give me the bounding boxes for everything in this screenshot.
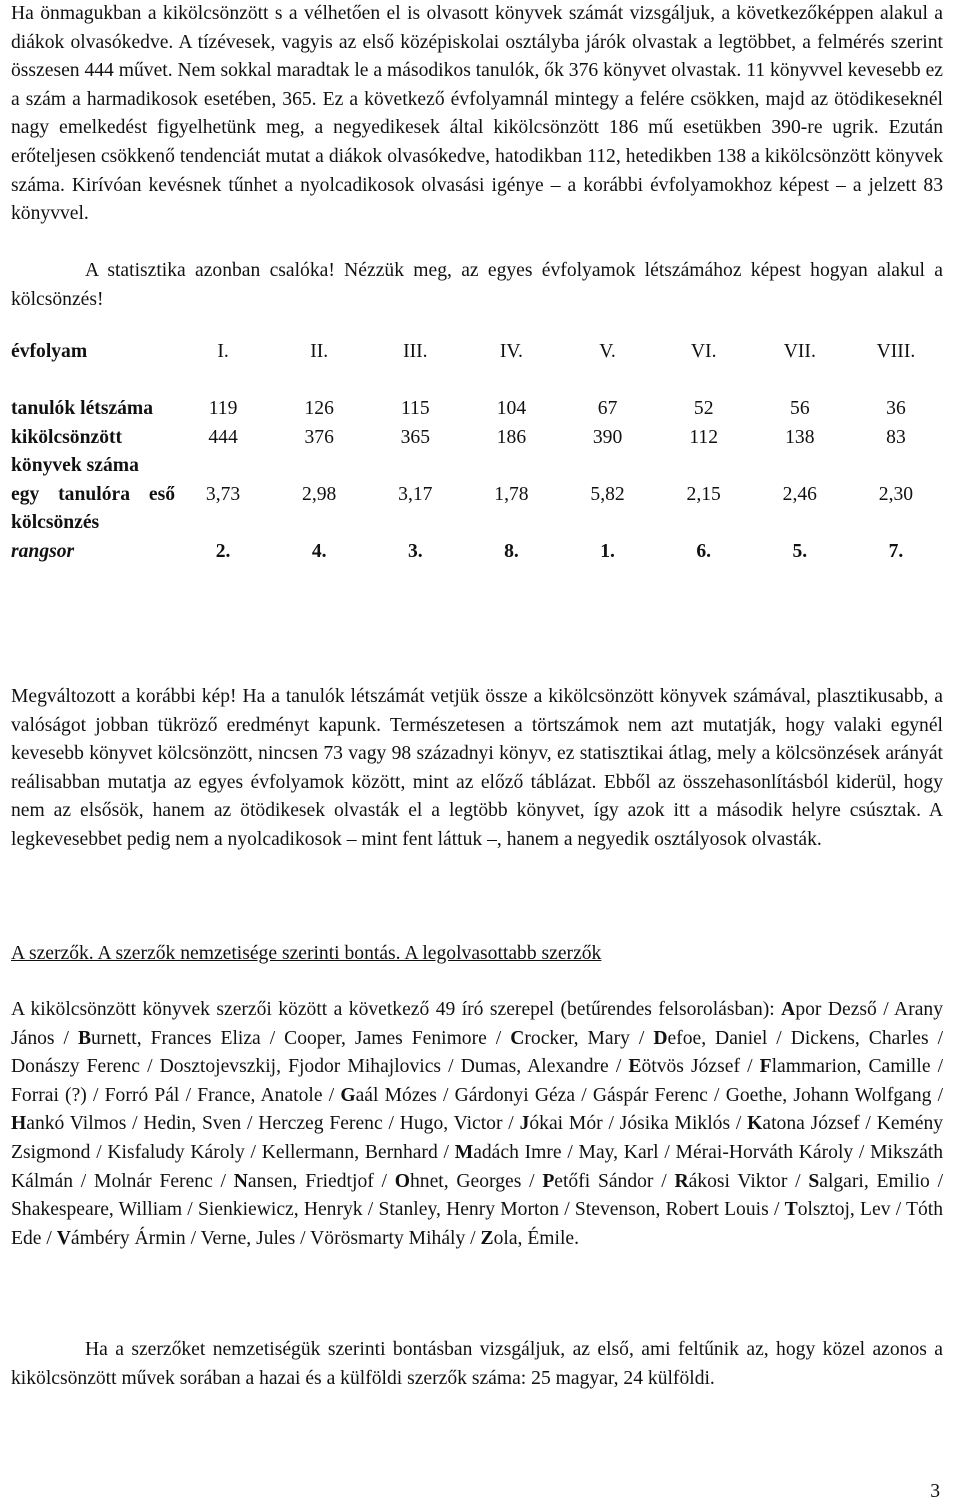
author-name: Tolsztoj, Lev [784, 1199, 891, 1221]
author-name: Tóth Ede [11, 1199, 944, 1249]
author-name: May, Karl [578, 1141, 659, 1163]
grade-cell: III. [403, 341, 428, 362]
table-cell: 138 [785, 426, 815, 448]
author-name: Donászy Ferenc [11, 1056, 140, 1078]
author-name: Burnett, Frances Eliza [77, 1027, 261, 1049]
table-cell: 119 [208, 398, 238, 419]
author-name: Hankó Vilmos [11, 1113, 127, 1135]
authors-paragraph [11, 996, 943, 1253]
author-name: Herczeg Ferenc [258, 1113, 383, 1135]
grade-cell: V. [599, 341, 616, 362]
table-cell: 67 [597, 398, 618, 419]
author-name: Kellermann, Bernhard [261, 1141, 438, 1163]
table-cell: 115 [400, 398, 430, 419]
author-name: Gáspár Ferenc [592, 1084, 708, 1106]
table-row [11, 395, 944, 424]
reading-statistics-table [11, 338, 944, 567]
author-name: Kemény Zsigmond [11, 1113, 944, 1163]
author-name: Shakespeare, William [11, 1199, 183, 1221]
table-cell: 3,17 [398, 483, 433, 505]
author-name: Zola, Émile. [480, 1227, 580, 1249]
table-cell: 112 [689, 426, 719, 448]
author-name: Forró Pál [104, 1084, 180, 1106]
author-name: Dosztojevszkij, Fjodor Mihajlovics [159, 1056, 442, 1078]
author-name: Stevenson, Robert Louis [574, 1199, 769, 1221]
author-name: Vörösmarty Mihály [310, 1227, 466, 1249]
author-name: Eötvös József [628, 1056, 740, 1078]
nationality-paragraph: Ha a szerzőket nemzetiségük szerinti bontásban vizsgáljuk, az első, ami feltűnik az, hogy közel azonos a kikölcsönzött művek sorában a hazai és a külföldi szerzők száma: 25 magyar, 24 külföldi. [11, 1339, 943, 1389]
table-cell: 126 [304, 398, 334, 419]
author-name: Apor Dezső [781, 999, 877, 1020]
table-cell: 3,73 [205, 483, 241, 505]
table-cell: 5,82 [590, 483, 625, 505]
author-name: Kisfaludy Károly [107, 1141, 245, 1163]
table-cell: 186 [496, 426, 527, 448]
author-name: Vámbéry Ármin [56, 1227, 186, 1249]
author-name: Rákosi Viktor [674, 1170, 788, 1192]
author-name: Arany János [11, 999, 944, 1049]
author-name: France, Anatole [197, 1084, 323, 1106]
author-name: Flammarion, Camille [759, 1056, 931, 1078]
grade-cell: I. [217, 341, 229, 362]
grade-cell: II. [310, 341, 329, 362]
table-row [11, 424, 944, 481]
author-name: Dickens, Charles [790, 1027, 929, 1049]
statistics-paragraph: A statisztika azonban csalóka! Nézzük meg, az egyes évfolyamok létszámához képest hogyan alakul a kölcsönzés! [11, 260, 943, 310]
analysis-paragraph: Megváltozott a korábbi kép! Ha a tanulók létszámát vetjük össze a kikölcsönzött könyvek számával, plasztikusabb, a valóságot jobban tükröző eredményt kapunk. Természetesen a törtszámok nem azt mutatják, hogy valaki egynél kevesebb könyvet kölcsönzött, nincsen 73 vagy 98 századnyi könyv, ez statisztikai átlag, mely a kölcsönzések arányát reálisabban mutatja az egyes évfolyamok között, mint az előző táblázat. Ebből az összehasonlításból kiderül, hogy nem az elsősök, hanem az ötödikesek olvasták el a legtöbb könyvet, így azok itt a második helyre csúsztak. A legkevesebbet pedig nem a nyolcadikosok – mint fent láttuk –, hanem a negyedik osztályosok olvasták. [11, 686, 943, 850]
table-cell: 2,46 [782, 483, 817, 505]
author-name: Crocker, Mary [510, 1027, 630, 1049]
author-name: Jókai Mór [519, 1113, 603, 1135]
grade-cell: VI. [690, 341, 717, 362]
table-header-row [11, 338, 944, 395]
section-heading: A szerzők. A szerzők nemzetisége szerinti bontás. A legolvasottabb szerzők [11, 943, 602, 964]
rank-cell: 5. [792, 540, 808, 562]
table-cell: 376 [304, 426, 334, 448]
table-cell: 52 [693, 398, 714, 419]
rank-cell: 1. [600, 540, 615, 562]
author-name: Dumas, Alexandre [460, 1056, 609, 1078]
rank-row [11, 538, 944, 567]
table-cell: 1,78 [494, 483, 529, 505]
author-name: Defoe, Daniel [653, 1027, 768, 1049]
author-name: Gaál Mózes [340, 1084, 437, 1106]
author-list: Apor Dezső / Arany János / Burnett, Frances Eliza / Cooper, James Fenimore / Crocker, Mary / Defoe, Daniel / Dickens, Charles / Donászy Ferenc / Dosztojevszkij, Fjodor Mihajlovics / Dumas, Alexandre / Eötvös József / Flammarion, Camille / Forrai (?) / Forró Pál / France, Anatole / Gaál Mózes / Gárdonyi Géza / Gáspár Ferenc / Goethe, Johann Wolfgang / Hankó Vilmos / Hedin, Sven / Herczeg Ferenc / Hugo, Victor / Jókai Mór / Jósika Miklós / Katona József / Kemény Zsigmond / Kisfaludy Károly / Kellermann, Bernhard / Madách Imre / May, Karl / Mérai-Horváth Károly / Mikszáth Kálmán / Molnár Ferenc / Nansen, Friedtjof / Ohnet, Georges / Petőfi Sándor / Rákosi Viktor / Salgari, Emilio / Shakespeare, William / Sienkiewicz, Henryk / Stanley, Henry Morton / Stevenson, Robert Louis / Tolsztoj, Lev / Tóth Ede / Vámbéry Ármin / Verne, Jules / Vörösmarty Mihály / Zola, Émile. [11, 999, 944, 1249]
intro-paragraph: Ha önmagukban a kikölcsönzött s a vélhetően el is olvasott könyvek számát vizsgáljuk, a következőképpen alakul a diákok olvasókedve. A tízévesek, vagyis az első középiskolai osztályba járók olvastak a legtöbbet, a felmérés szerint összesen 444 művet. Nem sokkal maradtak le a másodikos tanulók, ők 376 könyvet olvastak. 11 könyvvel kevesebb ez a szám a harmadikosok esetében, 365. Ez a következő évfolyamnál mintegy a felére csökken, majd az ötödikeseknél nagy emelkedést figyelhetünk meg, a negyedikesek által kikölcsönzött 186 mű esetükben 390-re ugrik. Ezután erőteljesen csökkenő tendenciát mutat a diákok olvasókedve, hatodikban 112, hetedikben 138 a kikölcsönzött könyvek száma. Kirívóan kevésnek tűnhet a nyolcadikosok olvasási igénye – a korábbi évfolyamokhoz képest – a jelzett 83 könyvvel. [11, 3, 943, 225]
author-name: Salgari, Emilio [808, 1170, 930, 1192]
table-cell: 104 [496, 398, 527, 419]
author-name: Sienkiewicz, Henryk [197, 1199, 363, 1221]
table-cell: 56 [790, 398, 810, 419]
author-name: Katona József [747, 1113, 860, 1135]
header-label: évfolyam [11, 341, 88, 362]
table-cell: 2,30 [878, 483, 914, 505]
author-name: Mikszáth Kálmán [11, 1141, 944, 1192]
author-name: Hugo, Victor [399, 1113, 503, 1135]
rank-cell: 6. [696, 540, 712, 562]
table-cell: 390 [592, 426, 623, 448]
table-row [11, 481, 944, 538]
author-name: Cooper, James Fenimore [284, 1027, 487, 1049]
table-cell: 2,98 [302, 483, 337, 505]
author-name: Nansen, Friedtjof [233, 1170, 374, 1192]
author-name: Gárdonyi Géza [454, 1084, 576, 1106]
authors-intro: A kikölcsönzött könyvek szerzői között a következő 49 író szerepel (betűrendes felsorolásban): [11, 999, 775, 1020]
row-label: tanulók létszáma [11, 398, 154, 419]
grade-cell: IV. [499, 341, 523, 362]
author-name: Goethe, Johann Wolfgang [725, 1084, 932, 1106]
table-cell: 444 [208, 426, 238, 448]
author-name: Ohnet, Georges [394, 1170, 522, 1192]
table-cell: 365 [400, 426, 430, 448]
author-name: Jósika Miklós [619, 1113, 731, 1135]
author-name: Mérai-Horváth Károly [675, 1141, 854, 1163]
rank-cell: 2. [215, 540, 231, 562]
author-name: Hedin, Sven [143, 1113, 242, 1135]
row-label: egy tanulóra eső kölcsönzés [11, 483, 175, 534]
author-name: Petőfi Sándor [542, 1170, 654, 1192]
author-name: Stanley, Henry Morton [378, 1199, 560, 1221]
table-cell: 2,15 [686, 483, 721, 505]
rank-cell: 7. [888, 540, 904, 562]
author-name: Molnár Ferenc [94, 1170, 213, 1192]
page-number: 3 [930, 1481, 940, 1502]
author-name: Madách Imre [454, 1141, 562, 1163]
table-cell: 36 [886, 398, 906, 419]
row-label: kikölcsönzött könyvek száma [11, 426, 139, 477]
rank-cell: 3. [407, 540, 423, 562]
rank-cell: 8. [504, 540, 519, 562]
author-name: Forrai (?) [11, 1084, 87, 1106]
author-name: Verne, Jules [200, 1227, 296, 1249]
table-cell: 83 [886, 426, 906, 448]
rank-cell: 4. [311, 540, 327, 562]
rank-label: rangsor [11, 540, 75, 562]
grade-cell: VII. [783, 341, 816, 362]
grade-cell: VIII. [876, 341, 916, 362]
